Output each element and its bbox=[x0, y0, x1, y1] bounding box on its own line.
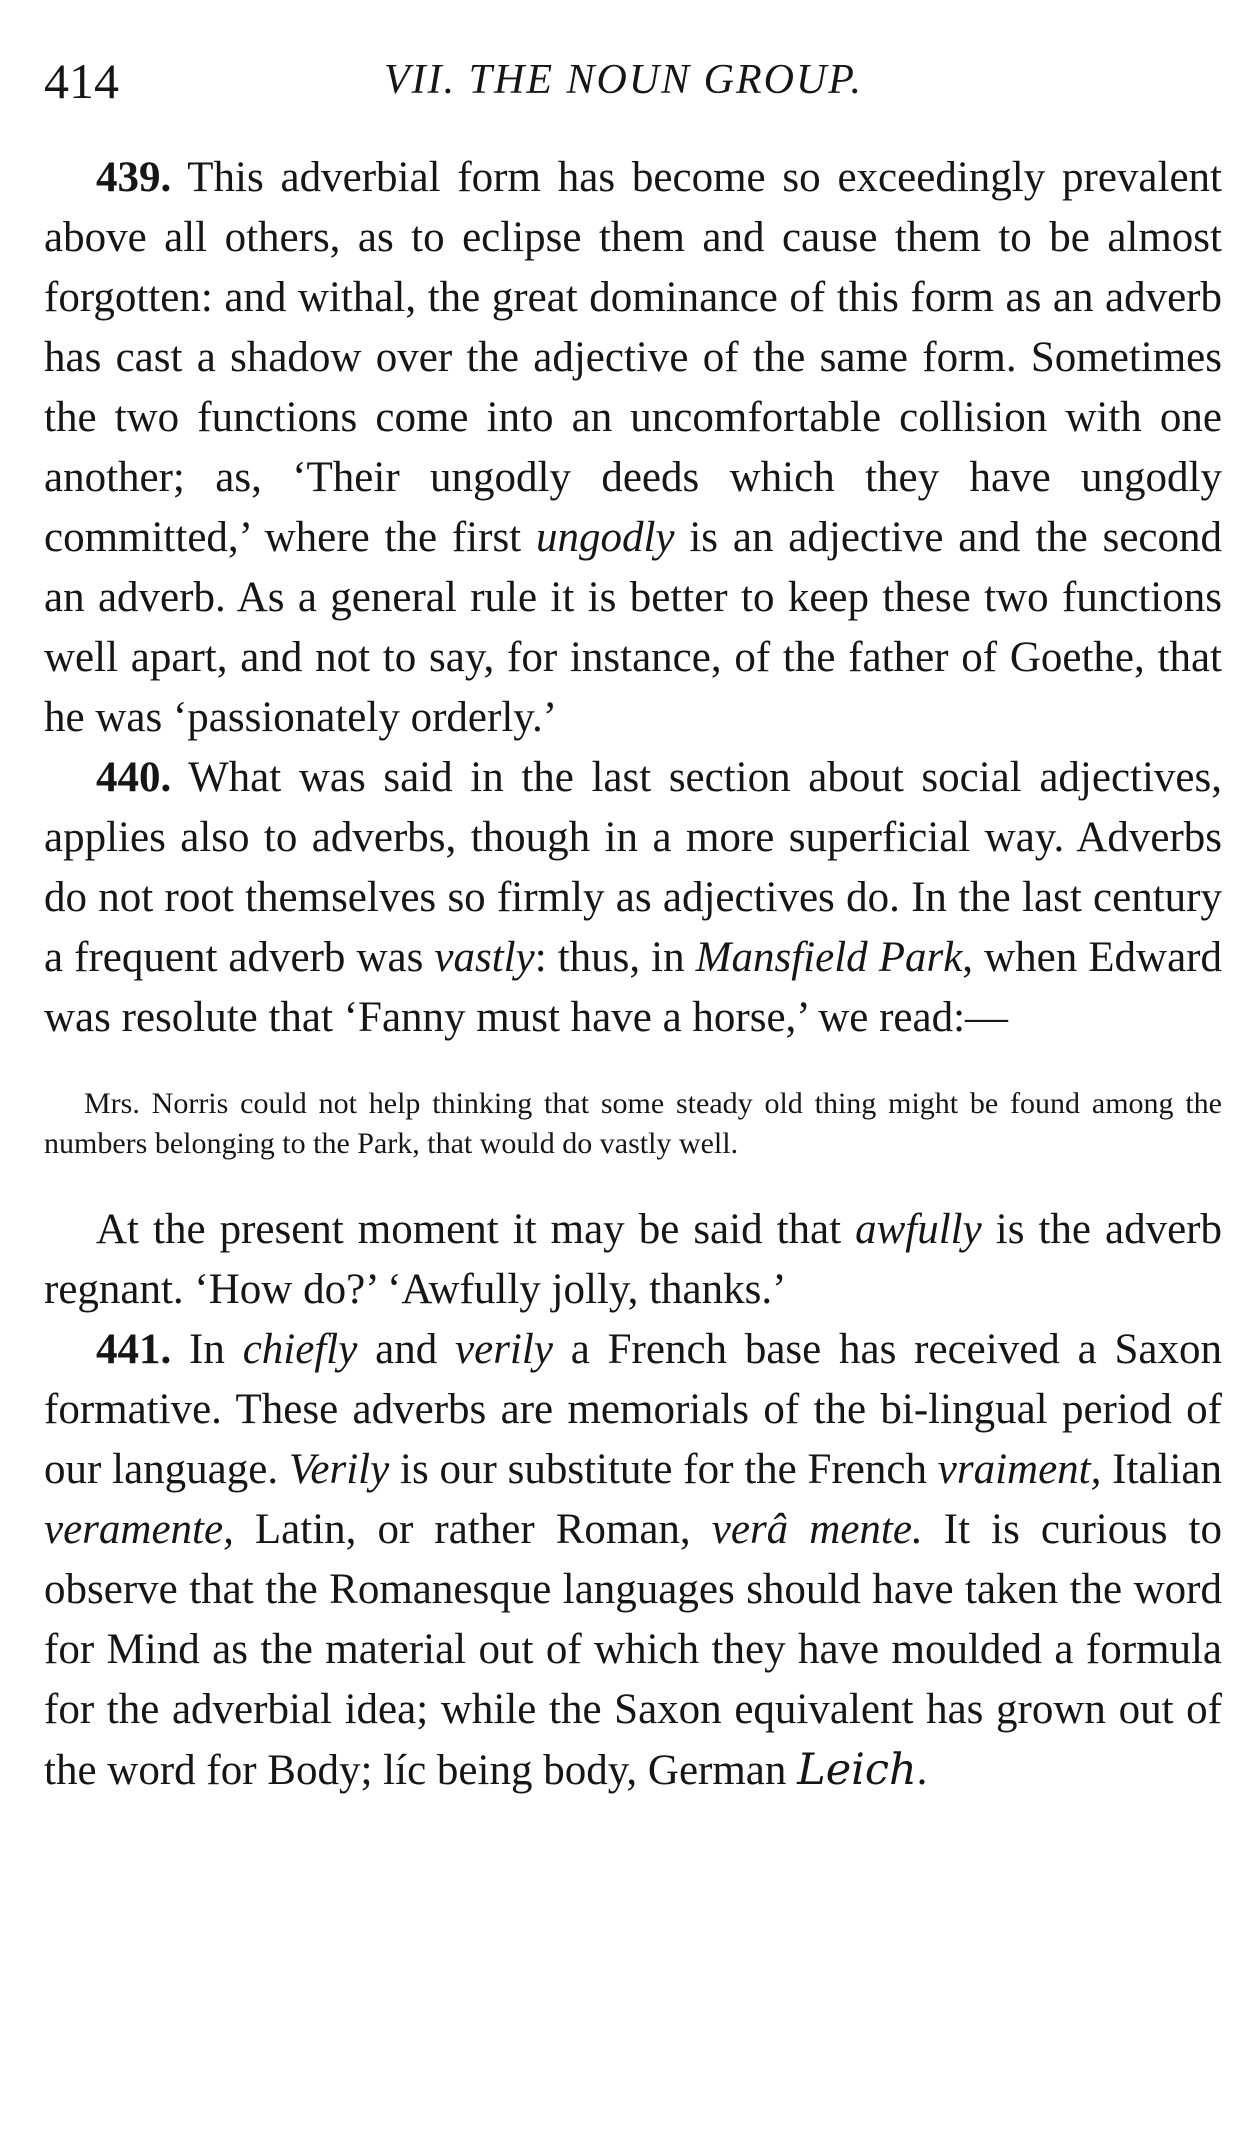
italic-term: awfully bbox=[855, 1206, 982, 1253]
section-number-439: 439. bbox=[96, 154, 172, 201]
text: It is curious to observe that the Romanesque languages should have taken the word for Mind as the material out of which they have moulded a formula for the adverbial idea; while the Saxon equivalent has grown out of the word for Body; bbox=[44, 1506, 1223, 1794]
text: At the present moment it may be said that bbox=[96, 1206, 856, 1253]
text: What was said in the last section about social adjectives, applies also to adverbs, though in a more superficial way. Adverbs do not root themselves so firmly as adjectives do. In the last century a frequent adverb was bbox=[44, 754, 1222, 981]
text: a French base has received a Saxon formative. These adverbs are memorials of the bi-lingual period of our language. bbox=[44, 1326, 1222, 1493]
old-english-term: líc bbox=[383, 1747, 427, 1794]
body-text bbox=[44, 148, 1222, 1801]
text: is an adjective and the second an adverb. As a general rule it is better to keep these two functions well apart, and not to say, for instance, of the father of Goethe, that he was ‘passionately orderly.’ bbox=[44, 514, 1222, 741]
italic-term: veramente, bbox=[44, 1506, 234, 1553]
text: is the adverb regnant. ‘How do?’ ‘Awfully jolly, thanks.’ bbox=[44, 1206, 1222, 1313]
text: Italian bbox=[1101, 1446, 1222, 1493]
paragraph-440-continued bbox=[44, 1200, 1222, 1320]
paragraph-439 bbox=[44, 148, 1222, 748]
italic-term: verâ mente. bbox=[711, 1506, 923, 1553]
german-gothic-term: Leich bbox=[797, 1745, 917, 1795]
section-number-441: 441. bbox=[96, 1326, 172, 1373]
italic-term: ungodly bbox=[535, 514, 675, 561]
paragraph-440 bbox=[44, 748, 1222, 1048]
text: This adverbial form has become so exceedingly prevalent above all others, as to eclipse them and cause them to be almost forgotten: and withal, the great dominance of this form as an adverb has cast a shadow over the adjective of the same form. Sometimes the two functions come into an uncomfortable collision with one another; as, ‘Their ungodly deeds which they have ungodly committed,’ where the first bbox=[44, 154, 1222, 561]
block-quote: Mrs. Norris could not help thinking that some steady old thing might be found among the numbers belonging to the Park, that would do vastly well. bbox=[44, 1087, 1222, 1160]
page-number: 414 bbox=[44, 53, 119, 109]
text: Latin, or rather Roman, bbox=[233, 1506, 712, 1553]
italic-term: vraiment, bbox=[937, 1446, 1102, 1493]
italic-term: chiefly bbox=[242, 1326, 358, 1373]
text: is our substitute for the French bbox=[389, 1446, 938, 1493]
text: being body, German bbox=[426, 1747, 798, 1794]
italic-term: verily bbox=[455, 1326, 553, 1373]
book-title: Mansfield Park bbox=[695, 934, 963, 981]
section-number-440: 440. bbox=[96, 754, 172, 801]
text: , when Edward was resolute that ‘Fanny must have a horse,’ we read:— bbox=[44, 934, 1222, 1041]
text: : thus, in bbox=[534, 934, 696, 981]
text: . bbox=[916, 1747, 928, 1794]
page-header bbox=[44, 52, 1194, 122]
running-head: VII. THE NOUN GROUP. bbox=[384, 57, 864, 103]
italic-term: vastly bbox=[434, 934, 535, 981]
paragraph-441 bbox=[44, 1320, 1222, 1801]
text: and bbox=[357, 1326, 456, 1373]
italic-term: Verily bbox=[288, 1446, 390, 1493]
text: In bbox=[171, 1326, 243, 1373]
